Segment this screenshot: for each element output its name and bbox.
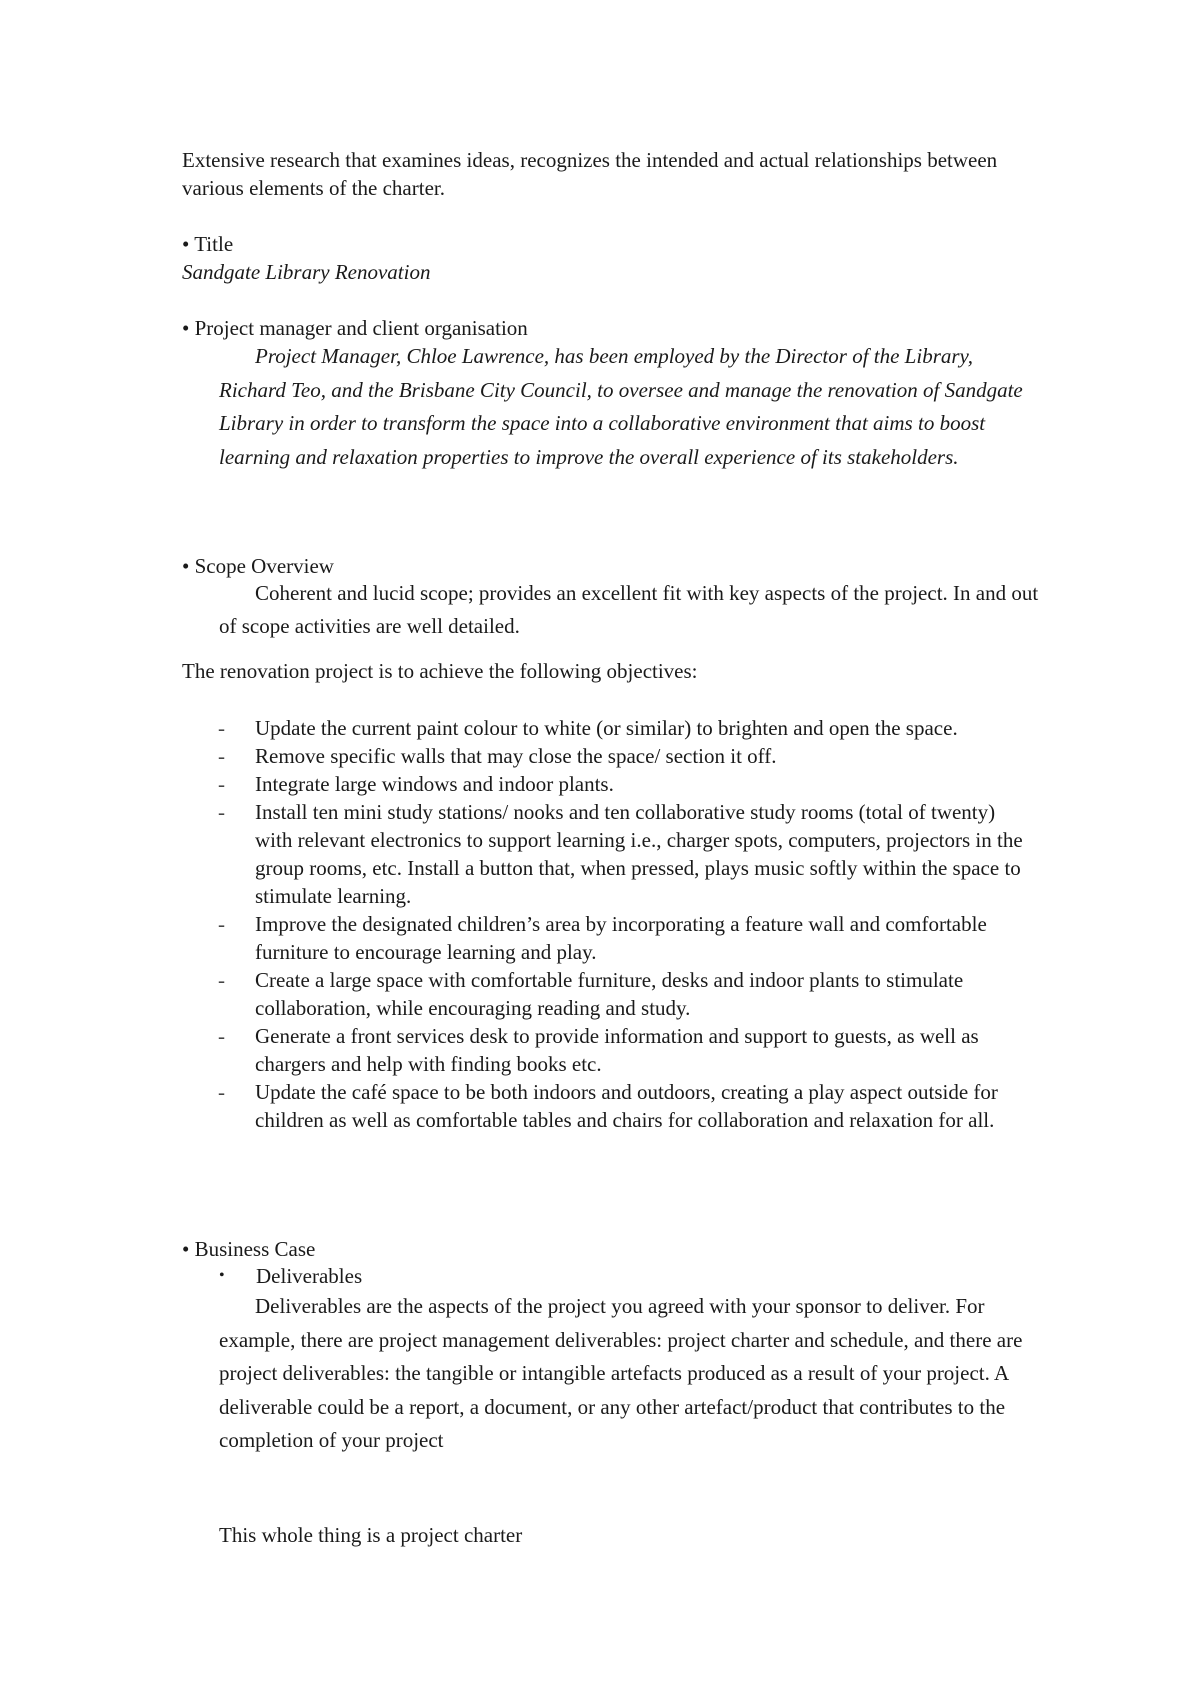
list-item bbox=[218, 966, 1028, 1022]
scope-heading: • Scope Overview bbox=[182, 554, 334, 578]
title-heading: • Title bbox=[182, 232, 234, 256]
list-item bbox=[218, 910, 1028, 966]
dash-bullet: - bbox=[218, 1080, 225, 1104]
objective-text: Remove specific walls that may close the space/ section it off. bbox=[255, 744, 777, 768]
list-item bbox=[218, 770, 1028, 798]
dash-bullet: - bbox=[218, 772, 225, 796]
intro-paragraph: Extensive research that examines ideas, recognizes the intended and actual relationships between various elements of the charter. bbox=[182, 148, 998, 200]
list-item bbox=[218, 1078, 1028, 1134]
objective-text: Integrate large windows and indoor plants. bbox=[255, 772, 614, 796]
list-item bbox=[218, 742, 1028, 770]
manager-heading: • Project manager and client organisation bbox=[182, 316, 528, 340]
closing-line: This whole thing is a project charter bbox=[219, 1523, 523, 1547]
dash-bullet: - bbox=[218, 716, 225, 740]
objective-text: Generate a front services desk to provide information and support to guests, as well as chargers and help with finding books etc. bbox=[255, 1024, 979, 1076]
objective-text: Improve the designated children’s area by incorporating a feature wall and comfortable furniture to encourage learning and play. bbox=[255, 912, 987, 964]
business-heading: • Business Case bbox=[182, 1237, 316, 1261]
dash-bullet: - bbox=[218, 968, 225, 992]
deliverables-paragraph: Deliverables are the aspects of the project you agreed with your sponsor to deliver. For example, there are project management deliverables: project charter and schedule, and there are project deliverables: the tangible or intangible artefacts produced as a result of your project. A deliverable could be a report, a document, or any other artefact/product that contributes to the completion of your project bbox=[219, 1294, 1023, 1452]
objective-text: Update the current paint colour to white (or similar) to brighten and open the space. bbox=[255, 716, 958, 740]
deliverables-label: Deliverables bbox=[256, 1264, 363, 1288]
list-item bbox=[218, 798, 1028, 910]
objectives-intro: The renovation project is to achieve the following objectives: bbox=[182, 659, 698, 683]
objective-text: Create a large space with comfortable furniture, desks and indoor plants to stimulate collaboration, while encouraging reading and study. bbox=[255, 968, 964, 1020]
list-item bbox=[218, 1022, 1028, 1078]
objectives-list bbox=[218, 714, 1028, 1134]
dash-bullet: - bbox=[218, 800, 225, 824]
title-value: Sandgate Library Renovation bbox=[182, 260, 431, 284]
dash-bullet: - bbox=[218, 912, 225, 936]
sub-bullet: • bbox=[219, 1267, 225, 1284]
dash-bullet: - bbox=[218, 1024, 225, 1048]
scope-paragraph: Coherent and lucid scope; provides an excellent fit with key aspects of the project. In and out of scope activities are well detailed. bbox=[219, 581, 1039, 638]
list-item bbox=[218, 714, 1028, 742]
manager-paragraph: Project Manager, Chloe Lawrence, has been employed by the Director of the Library, Richard Teo, and the Brisbane City Council, to oversee and manage the renovation of Sandgate Library in order to transform the space into a collaborative environment that aims to boost learning and relaxation properties to improve the overall experience of its stakeholders. bbox=[219, 344, 1023, 469]
objective-text: Update the café space to be both indoors and outdoors, creating a play aspect outside for children as well as comfortable tables and chairs for collaboration and relaxation for all. bbox=[255, 1080, 998, 1132]
dash-bullet: - bbox=[218, 744, 225, 768]
objective-text: Install ten mini study stations/ nooks and ten collaborative study rooms (total of twenty) with relevant electronics to support learning i.e., charger spots, computers, projectors in the group rooms, etc. Install a button that, when pressed, plays music softly within the space to stimulate learning. bbox=[255, 800, 1023, 908]
